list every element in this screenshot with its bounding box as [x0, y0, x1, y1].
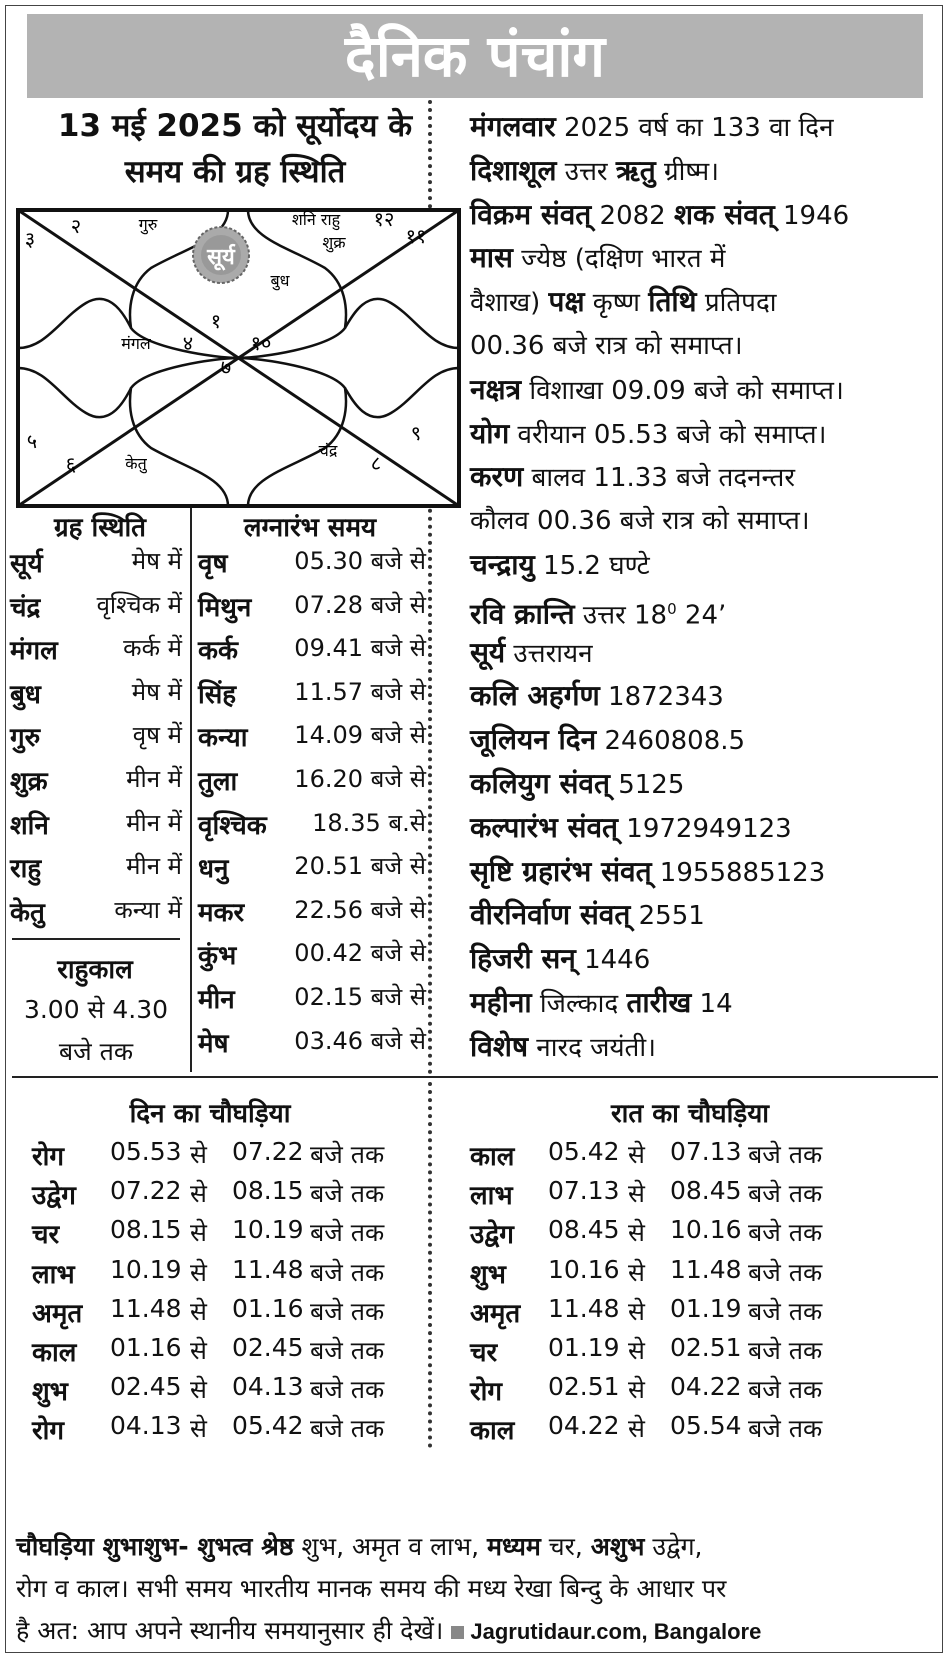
lagna-row	[198, 849, 426, 889]
info-value: विशाखा 09.09 बजे को समाप्त।	[521, 375, 844, 406]
choghadiya-name	[32, 1372, 68, 1408]
info-line	[470, 805, 940, 852]
choghadiya-name-text: रोग	[470, 1377, 503, 1408]
house-2: २	[70, 214, 82, 238]
info-value: बालव 11.33 बजे तदनन्तर	[523, 463, 796, 494]
choghadiya-upto: बजे तक	[748, 1140, 823, 1169]
choghadiya-upto: बजे तक	[310, 1414, 385, 1444]
choghadiya-to: 07.22	[232, 1137, 304, 1166]
choghadiya-se: से	[628, 1296, 645, 1326]
graha-planet: सूर्य	[10, 549, 43, 579]
lagna-time: 16.20 बजे से	[294, 765, 426, 793]
choghadiya-name	[32, 1294, 82, 1330]
info-key: कल्पारंभ संवत्	[470, 810, 619, 844]
info-key: मंगलवार	[470, 110, 556, 143]
choghadiya-upto: बजे तक	[748, 1218, 823, 1248]
info-value: 14	[691, 989, 733, 1019]
house-4: ४	[182, 331, 194, 355]
info-key: दिशाशूल	[470, 153, 557, 187]
lagna-sign: मिथुन	[198, 592, 252, 623]
choghadiya-se: से	[628, 1414, 645, 1444]
rahukaal-time: 3.00 से 4.30	[23, 995, 169, 1024]
info-key: सृष्टि ग्रहारंभ संवत्	[470, 854, 652, 888]
choghadiya-to: 02.45	[232, 1333, 304, 1362]
info-key: कलियुग संवत्	[470, 767, 610, 800]
kundli-chart	[16, 208, 461, 508]
info-line	[470, 980, 940, 1027]
graha-planet: चंद्र	[10, 592, 41, 623]
info-line	[470, 1024, 940, 1071]
graha-sign: कर्क में	[123, 634, 182, 663]
choghadiya-from: 07.22	[110, 1176, 182, 1206]
choghadiya-name-text: लाभ	[32, 1259, 75, 1290]
lagna-time: 14.09 बजे से	[294, 721, 426, 750]
graha-sign: कन्या में	[114, 895, 182, 924]
lagna-row	[198, 588, 426, 628]
lagna-sign: सिंह	[198, 679, 237, 710]
rahukaal-until: बजे तक	[58, 1037, 134, 1066]
lagna-sign: कन्या	[198, 723, 248, 754]
lagna-row	[198, 718, 426, 758]
choghadiya-name	[32, 1137, 64, 1173]
choghadiya-from: 01.16	[110, 1333, 182, 1362]
choghadiya-from: 02.51	[548, 1372, 620, 1402]
choghadiya-to: 04.13	[232, 1372, 304, 1402]
info-line	[470, 849, 940, 896]
choghadiya-name	[470, 1372, 502, 1408]
choghadiya-name	[32, 1176, 76, 1212]
info-line	[470, 717, 940, 764]
house-10: १०	[250, 331, 272, 355]
choghadiya-from: 08.45	[548, 1215, 620, 1245]
choghadiya-se: से	[190, 1179, 207, 1209]
chart-title-line1: 13 मई 2025 को सूर्योदय के	[57, 108, 413, 144]
rahukaal-divider	[12, 938, 180, 940]
info-key: तिथि	[648, 285, 697, 319]
lagna-sign: मकर	[198, 897, 245, 928]
lagna-time: 18.35 ब.से	[312, 808, 426, 837]
choghadiya-to: 01.16	[232, 1293, 304, 1323]
info-value: वैशाख)	[470, 288, 549, 319]
footer-bold-1: चौघड़िया शुभाशुभ- शुभत्व श्रेष्ठ	[16, 1532, 294, 1561]
choghadiya-from: 05.53	[110, 1137, 182, 1166]
chart-title-line2: समय की ग्रह स्थिति	[124, 154, 346, 190]
info-value: उत्तर	[556, 156, 616, 187]
choghadiya-divider	[428, 1082, 432, 1448]
planet-ketu: केतु	[125, 454, 147, 473]
lagna-sign: तुला	[198, 767, 238, 797]
info-value: 15.2 घण्टे	[534, 551, 650, 581]
info-key: नक्षत्र	[470, 372, 522, 406]
info-line	[470, 367, 940, 414]
info-value: 24’	[676, 600, 727, 631]
info-key: पक्ष	[548, 285, 585, 319]
graha-planet: शनि	[10, 810, 49, 841]
choghadiya-name	[470, 1294, 520, 1330]
graha-sign: मीन में	[126, 852, 182, 881]
info-value: प्रतिपदा	[696, 288, 777, 319]
graha-planet: गुरु	[10, 723, 41, 754]
lagna-time: 05.30 बजे से	[294, 547, 426, 575]
info-value: 2082	[591, 200, 674, 231]
graha-sign: वृष में	[132, 721, 182, 750]
lagna-time: 02.15 बजे से	[294, 983, 426, 1011]
lagna-sign: वृष	[198, 549, 228, 579]
choghadiya-from: 10.16	[548, 1254, 620, 1284]
info-value: 1946	[774, 200, 850, 231]
graha-header: ग्रह स्थिति	[53, 513, 147, 543]
info-line	[470, 411, 940, 458]
info-line	[470, 542, 940, 589]
lagna-row	[198, 936, 426, 976]
info-line	[470, 104, 940, 151]
info-value: वरीयान 05.53 बजे को समाप्त।	[509, 419, 827, 450]
square-bullet-icon	[451, 1626, 464, 1639]
choghadiya-name	[470, 1215, 514, 1251]
choghadiya-from: 10.19	[110, 1254, 182, 1284]
choghadiya-from: 02.45	[110, 1372, 182, 1402]
footer-line-2: रोग व काल। सभी समय भारतीय मानक समय की मध्य रेखा बिन्दु के आधार पर	[16, 1574, 727, 1603]
choghadiya-upto: बजे तक	[748, 1179, 823, 1209]
choghadiya-from: 05.42	[548, 1137, 620, 1166]
lagna-row	[198, 675, 426, 715]
choghadiya-name-text: चर	[32, 1220, 60, 1251]
choghadiya-se: से	[190, 1375, 207, 1405]
info-key: विशेष	[470, 1029, 529, 1063]
graha-planet: मंगल	[10, 636, 58, 667]
info-value: 2551	[630, 901, 705, 932]
choghadiya-upto: बजे तक	[310, 1179, 385, 1209]
lagna-time: 20.51 बजे से	[294, 852, 426, 881]
footer-line-1	[16, 1526, 936, 1568]
choghadiya-to: 01.19	[670, 1293, 742, 1323]
choghadiya-se: से	[628, 1375, 645, 1405]
info-value: 2460808.5	[596, 726, 746, 757]
lagna-time: 07.28 बजे से	[294, 590, 426, 619]
planet-budh: बुध	[270, 271, 290, 290]
info-key: मास	[470, 241, 513, 275]
choghadiya-name-text: उद्वेग	[32, 1181, 76, 1212]
graha-sign: मीन में	[126, 808, 182, 837]
info-key: शक संवत्	[673, 197, 775, 231]
lagna-sign: कर्क	[198, 636, 238, 667]
info-line	[470, 498, 940, 544]
info-value: कौलव 00.36 बजे रात्र को समाप्त।	[470, 506, 810, 537]
lagna-sign: कुंभ	[198, 941, 237, 972]
choghadiya-to: 10.19	[232, 1215, 304, 1245]
choghadiya-name-text: लाभ	[470, 1181, 513, 1212]
info-value: 00.36 बजे रात्र को समाप्त।	[470, 331, 743, 361]
info-key: तारीख	[626, 986, 692, 1019]
info-key: वीरनिर्वाण संवत्	[470, 898, 631, 932]
choghadiya-from: 08.15	[110, 1215, 182, 1245]
lagna-header: लग्नारंभ समय	[243, 513, 377, 543]
choghadiya-se: से	[190, 1296, 207, 1326]
choghadiya-to: 02.51	[670, 1333, 742, 1362]
lagna-time: 03.46 बजे से	[294, 1026, 426, 1055]
choghadiya-name	[470, 1176, 513, 1212]
footer-credit: Jagrutidaur.com, Bangalore	[470, 1619, 762, 1644]
info-line	[470, 630, 940, 677]
info-value: उत्तरायन	[505, 638, 593, 669]
choghadiya-name-text: काल	[470, 1416, 515, 1447]
choghadiya-upto: बजे तक	[748, 1257, 823, 1287]
info-line	[470, 235, 940, 282]
info-line	[470, 279, 940, 326]
choghadiya-se: से	[190, 1140, 207, 1169]
choghadiya-from: 07.13	[548, 1176, 620, 1206]
choghadiya-se: से	[628, 1179, 645, 1209]
choghadiya-name-text: शुभ	[470, 1259, 506, 1290]
footer-line-3	[16, 1610, 936, 1653]
lagna-time: 09.41 बजे से	[294, 634, 426, 663]
choghadiya-name	[32, 1215, 59, 1251]
choghadiya-se: से	[190, 1336, 207, 1365]
info-key: विक्रम संवत्	[470, 197, 592, 231]
day-choghadiya-header: दिन का चौघड़िया	[129, 1099, 291, 1129]
choghadiya-se: से	[628, 1218, 645, 1248]
choghadiya-name	[470, 1333, 497, 1369]
graha-row	[10, 675, 182, 715]
lagna-row	[198, 762, 426, 802]
choghadiya-name-text: अमृत	[32, 1298, 83, 1329]
choghadiya-to: 05.54	[670, 1411, 742, 1441]
graha-row	[10, 849, 182, 889]
graha-row	[10, 806, 182, 846]
house-9: ९	[410, 421, 422, 445]
choghadiya-upto: बजे तक	[310, 1336, 385, 1365]
info-key: योग	[470, 416, 510, 450]
choghadiya-se: से	[628, 1257, 645, 1287]
info-key: ऋतु	[615, 153, 656, 187]
choghadiya-from: 01.19	[548, 1333, 620, 1362]
choghadiya-name-text: शुभ	[32, 1377, 68, 1408]
lagna-time: 11.57 बजे से	[294, 677, 426, 706]
info-key: हिजरी सन्	[470, 942, 576, 976]
info-key: रवि क्रान्ति	[470, 597, 575, 631]
house-12: १२	[373, 208, 395, 231]
house-7: ७	[220, 355, 232, 379]
graha-sign: वृश्चिक में	[96, 590, 182, 619]
info-value: ग्रीष्म।	[655, 156, 719, 187]
info-value: उत्तर 18	[574, 600, 668, 631]
footer-note	[16, 1526, 936, 1653]
info-value: 5125	[609, 770, 685, 800]
info-line	[470, 454, 940, 501]
choghadiya-name-text: काल	[470, 1142, 515, 1172]
graha-planet: राहु	[10, 854, 42, 885]
choghadiya-name	[470, 1137, 514, 1173]
choghadiya-name	[470, 1411, 514, 1447]
choghadiya-name	[32, 1411, 64, 1447]
info-value: 1446	[575, 945, 651, 976]
info-value: नारद जयंती।	[528, 1032, 656, 1063]
graha-row	[10, 631, 182, 671]
lagna-sign: वृश्चिक	[198, 810, 267, 841]
choghadiya-name-text: काल	[32, 1338, 77, 1368]
choghadiya-name-text: चर	[470, 1338, 498, 1368]
choghadiya-name	[32, 1333, 76, 1369]
planet-mangal: मंगल	[121, 334, 151, 353]
graha-sign: मेष में	[131, 677, 182, 706]
lagna-row	[198, 544, 426, 584]
planet-guru: गुरु	[138, 215, 158, 234]
choghadiya-upto: बजे तक	[310, 1218, 385, 1248]
house-1: १	[210, 309, 222, 333]
info-line	[470, 892, 940, 939]
info-key: जूलियन दिन	[470, 723, 597, 757]
choghadiya-to: 05.42	[232, 1411, 304, 1441]
choghadiya-name-text: अमृत	[470, 1298, 521, 1329]
house-8: ८	[370, 451, 382, 475]
degree-superscript: 0	[667, 599, 677, 618]
choghadiya-name	[32, 1255, 75, 1291]
graha-lagna-divider	[190, 504, 192, 1072]
choghadiya-from: 11.48	[110, 1293, 182, 1323]
lagna-sign: मेष	[198, 1028, 229, 1059]
planet-shukra: शुक्र	[322, 233, 346, 252]
lagna-row	[198, 631, 426, 671]
choghadiya-se: से	[190, 1257, 207, 1287]
choghadiya-se: से	[190, 1218, 207, 1248]
info-value: ज्येष्ठ (दक्षिण भारत में	[512, 244, 726, 275]
info-value: जिल्काद	[531, 989, 627, 1019]
graha-row	[10, 893, 182, 933]
footer-text-2: चर,	[540, 1532, 591, 1561]
footer-text-4: है अत: आप अपने स्थानीय समयानुसार ही देखें।	[16, 1616, 444, 1645]
house-11: ११	[405, 224, 427, 248]
choghadiya-name	[470, 1255, 506, 1291]
choghadiya-upto: बजे तक	[310, 1296, 385, 1326]
info-key: चन्द्रायु	[470, 548, 535, 581]
footer-bold-3: अशुभ	[590, 1532, 645, 1561]
choghadiya-upto: बजे तक	[748, 1296, 823, 1326]
graha-sign: मीन में	[126, 765, 182, 793]
graha-planet: बुध	[10, 679, 41, 710]
choghadiya-from: 11.48	[548, 1293, 620, 1323]
choghadiya-upto: बजे तक	[310, 1257, 385, 1287]
choghadiya-upto: बजे तक	[748, 1414, 823, 1444]
planet-shani-rahu: शनि राहु	[291, 210, 341, 229]
lagna-row	[198, 806, 426, 846]
choghadiya-from: 04.13	[110, 1411, 182, 1441]
page-title: दैनिक पंचांग	[27, 14, 923, 98]
info-key: करण	[470, 460, 524, 494]
graha-row	[10, 544, 182, 584]
graha-row	[10, 718, 182, 758]
info-line	[470, 323, 940, 369]
lagna-time: 00.42 बजे से	[294, 939, 426, 968]
choghadiya-from: 04.22	[548, 1411, 620, 1441]
footer-bold-2: मध्यम	[487, 1532, 541, 1561]
choghadiya-to: 10.16	[670, 1215, 742, 1245]
graha-planet: शुक्र	[10, 767, 48, 797]
info-key: कलि अहर्गण	[470, 679, 600, 713]
graha-row	[10, 762, 182, 802]
rahukaal-title: राहुकाल	[57, 955, 133, 985]
choghadiya-upto: बजे तक	[748, 1375, 823, 1405]
choghadiya-se: से	[628, 1140, 645, 1169]
choghadiya-to: 08.45	[670, 1176, 742, 1206]
info-value: 1872343	[599, 682, 724, 713]
planet-chandra: चंद्र	[318, 441, 338, 460]
choghadiya-name-text: उद्वेग	[470, 1220, 514, 1251]
graha-sign: मेष में	[131, 547, 182, 575]
choghadiya-name-text: रोग	[32, 1416, 65, 1447]
choghadiya-to: 04.22	[670, 1372, 742, 1402]
choghadiya-upto: बजे तक	[748, 1336, 823, 1365]
info-value: 2025 वर्ष का 133 वा दिन	[555, 113, 834, 143]
lagna-time: 22.56 बजे से	[294, 895, 426, 924]
info-line	[470, 192, 940, 239]
choghadiya-se: से	[190, 1414, 207, 1444]
house-5: ५	[26, 429, 38, 453]
footer-text-3: उद्वेग,	[644, 1532, 703, 1561]
choghadiya-name-text: रोग	[32, 1142, 65, 1172]
planet-surya: सूर्य	[207, 245, 235, 270]
graha-planet: केतु	[10, 897, 45, 928]
graha-row	[10, 588, 182, 628]
house-6: ६	[65, 452, 77, 476]
choghadiya-upto: बजे तक	[310, 1375, 385, 1405]
info-line	[470, 936, 940, 983]
info-value: 1972949123	[618, 813, 792, 844]
info-key: महीना	[470, 986, 532, 1019]
info-line	[470, 673, 940, 720]
choghadiya-to: 07.13	[670, 1137, 742, 1166]
lagna-sign: मीन	[198, 985, 235, 1015]
info-line	[470, 761, 940, 808]
night-choghadiya-header: रात का चौघड़िया	[610, 1099, 770, 1129]
lagna-row	[198, 1024, 426, 1064]
footer-text-1: शुभ, अमृत व लाभ,	[293, 1532, 487, 1561]
info-value: 1955885123	[651, 857, 826, 888]
choghadiya-se: से	[628, 1336, 645, 1365]
choghadiya-to: 11.48	[670, 1254, 742, 1284]
info-key: सूर्य	[470, 635, 506, 669]
choghadiya-upto: बजे तक	[310, 1140, 385, 1169]
lagna-sign: धनु	[198, 854, 229, 885]
info-value: कृष्ण	[584, 288, 649, 319]
choghadiya-to: 08.15	[232, 1176, 304, 1206]
choghadiya-to: 11.48	[232, 1254, 304, 1284]
info-line	[470, 148, 940, 195]
house-3: ३	[24, 227, 36, 251]
section-divider	[12, 1076, 938, 1078]
lagna-row	[198, 980, 426, 1020]
lagna-row	[198, 893, 426, 933]
